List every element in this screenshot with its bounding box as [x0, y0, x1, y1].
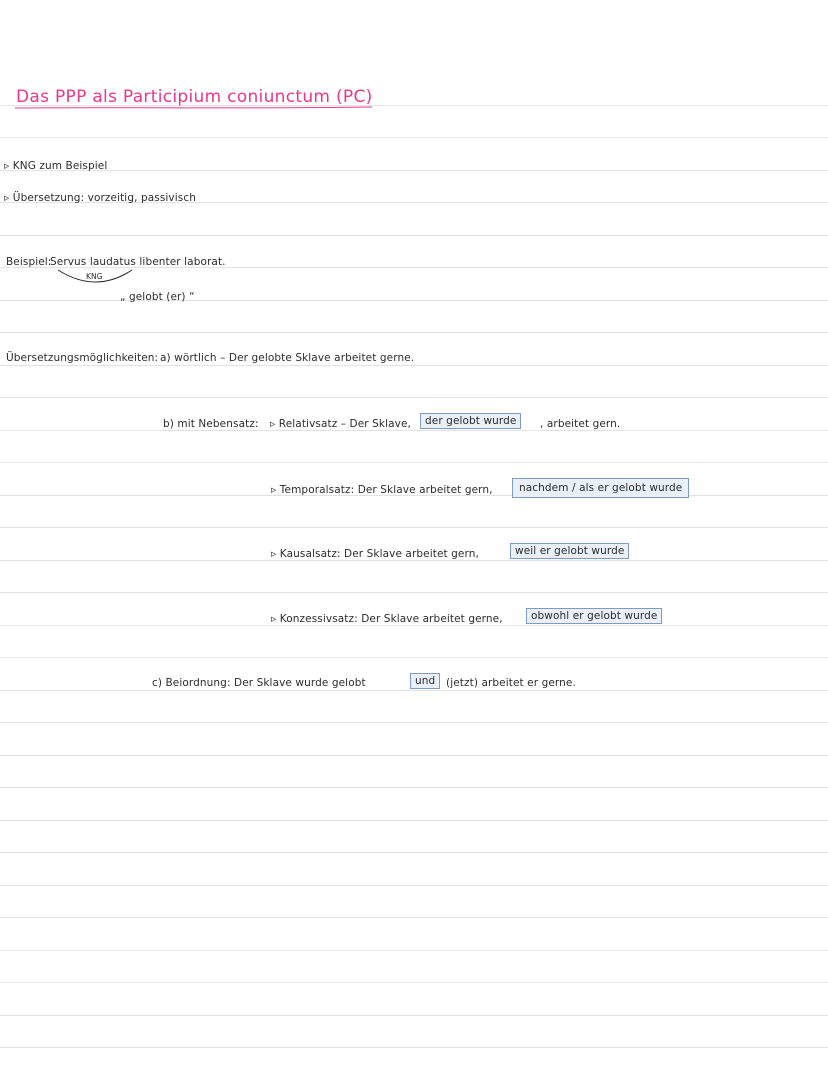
kng-label: KNG	[86, 272, 103, 281]
kausal-box: weil er gelobt wurde	[510, 543, 629, 559]
relativ-rest: , arbeitet gern.	[540, 418, 621, 430]
temporal-box: nachdem / als er gelobt wurde	[512, 478, 689, 498]
option-b-label: b) mit Nebensatz:	[163, 418, 259, 430]
bullet-uebersetzung: ▹ Übersetzung: vorzeitig, passivisch	[4, 192, 196, 204]
bullet-kng: ▹ KNG zum Beispiel	[4, 160, 108, 172]
option-a: a) wörtlich – Der gelobte Sklave arbeitet gerne.	[160, 352, 415, 364]
example-sentence: Servus laudatus libenter laborat.	[50, 256, 226, 268]
temporal-label: ▹ Temporalsatz: Der Sklave arbeitet gern,	[271, 484, 493, 496]
title-underline	[14, 105, 374, 111]
example-label: Beispiel:	[6, 256, 52, 268]
konzessiv-label: ▹ Konzessivsatz: Der Sklave arbeitet gerne,	[271, 613, 503, 625]
kausal-label: ▹ Kausalsatz: Der Sklave arbeitet gern,	[271, 548, 479, 560]
page-title: Das PPP als Participium coniunctum (PC)	[16, 87, 373, 107]
options-label: Übersetzungsmöglichkeiten:	[6, 352, 159, 364]
option-c-start: c) Beiordnung: Der Sklave wurde gelobt	[152, 677, 366, 689]
option-c-box: und	[410, 673, 440, 689]
konzessiv-box: obwohl er gelobt wurde	[526, 608, 662, 624]
option-c-end: (jetzt) arbeitet er gerne.	[446, 677, 576, 689]
example-gloss: „ gelobt (er) “	[120, 291, 195, 303]
relativ-label: ▹ Relativsatz – Der Sklave,	[270, 418, 411, 430]
relativ-box: der gelobt wurde	[420, 413, 521, 429]
